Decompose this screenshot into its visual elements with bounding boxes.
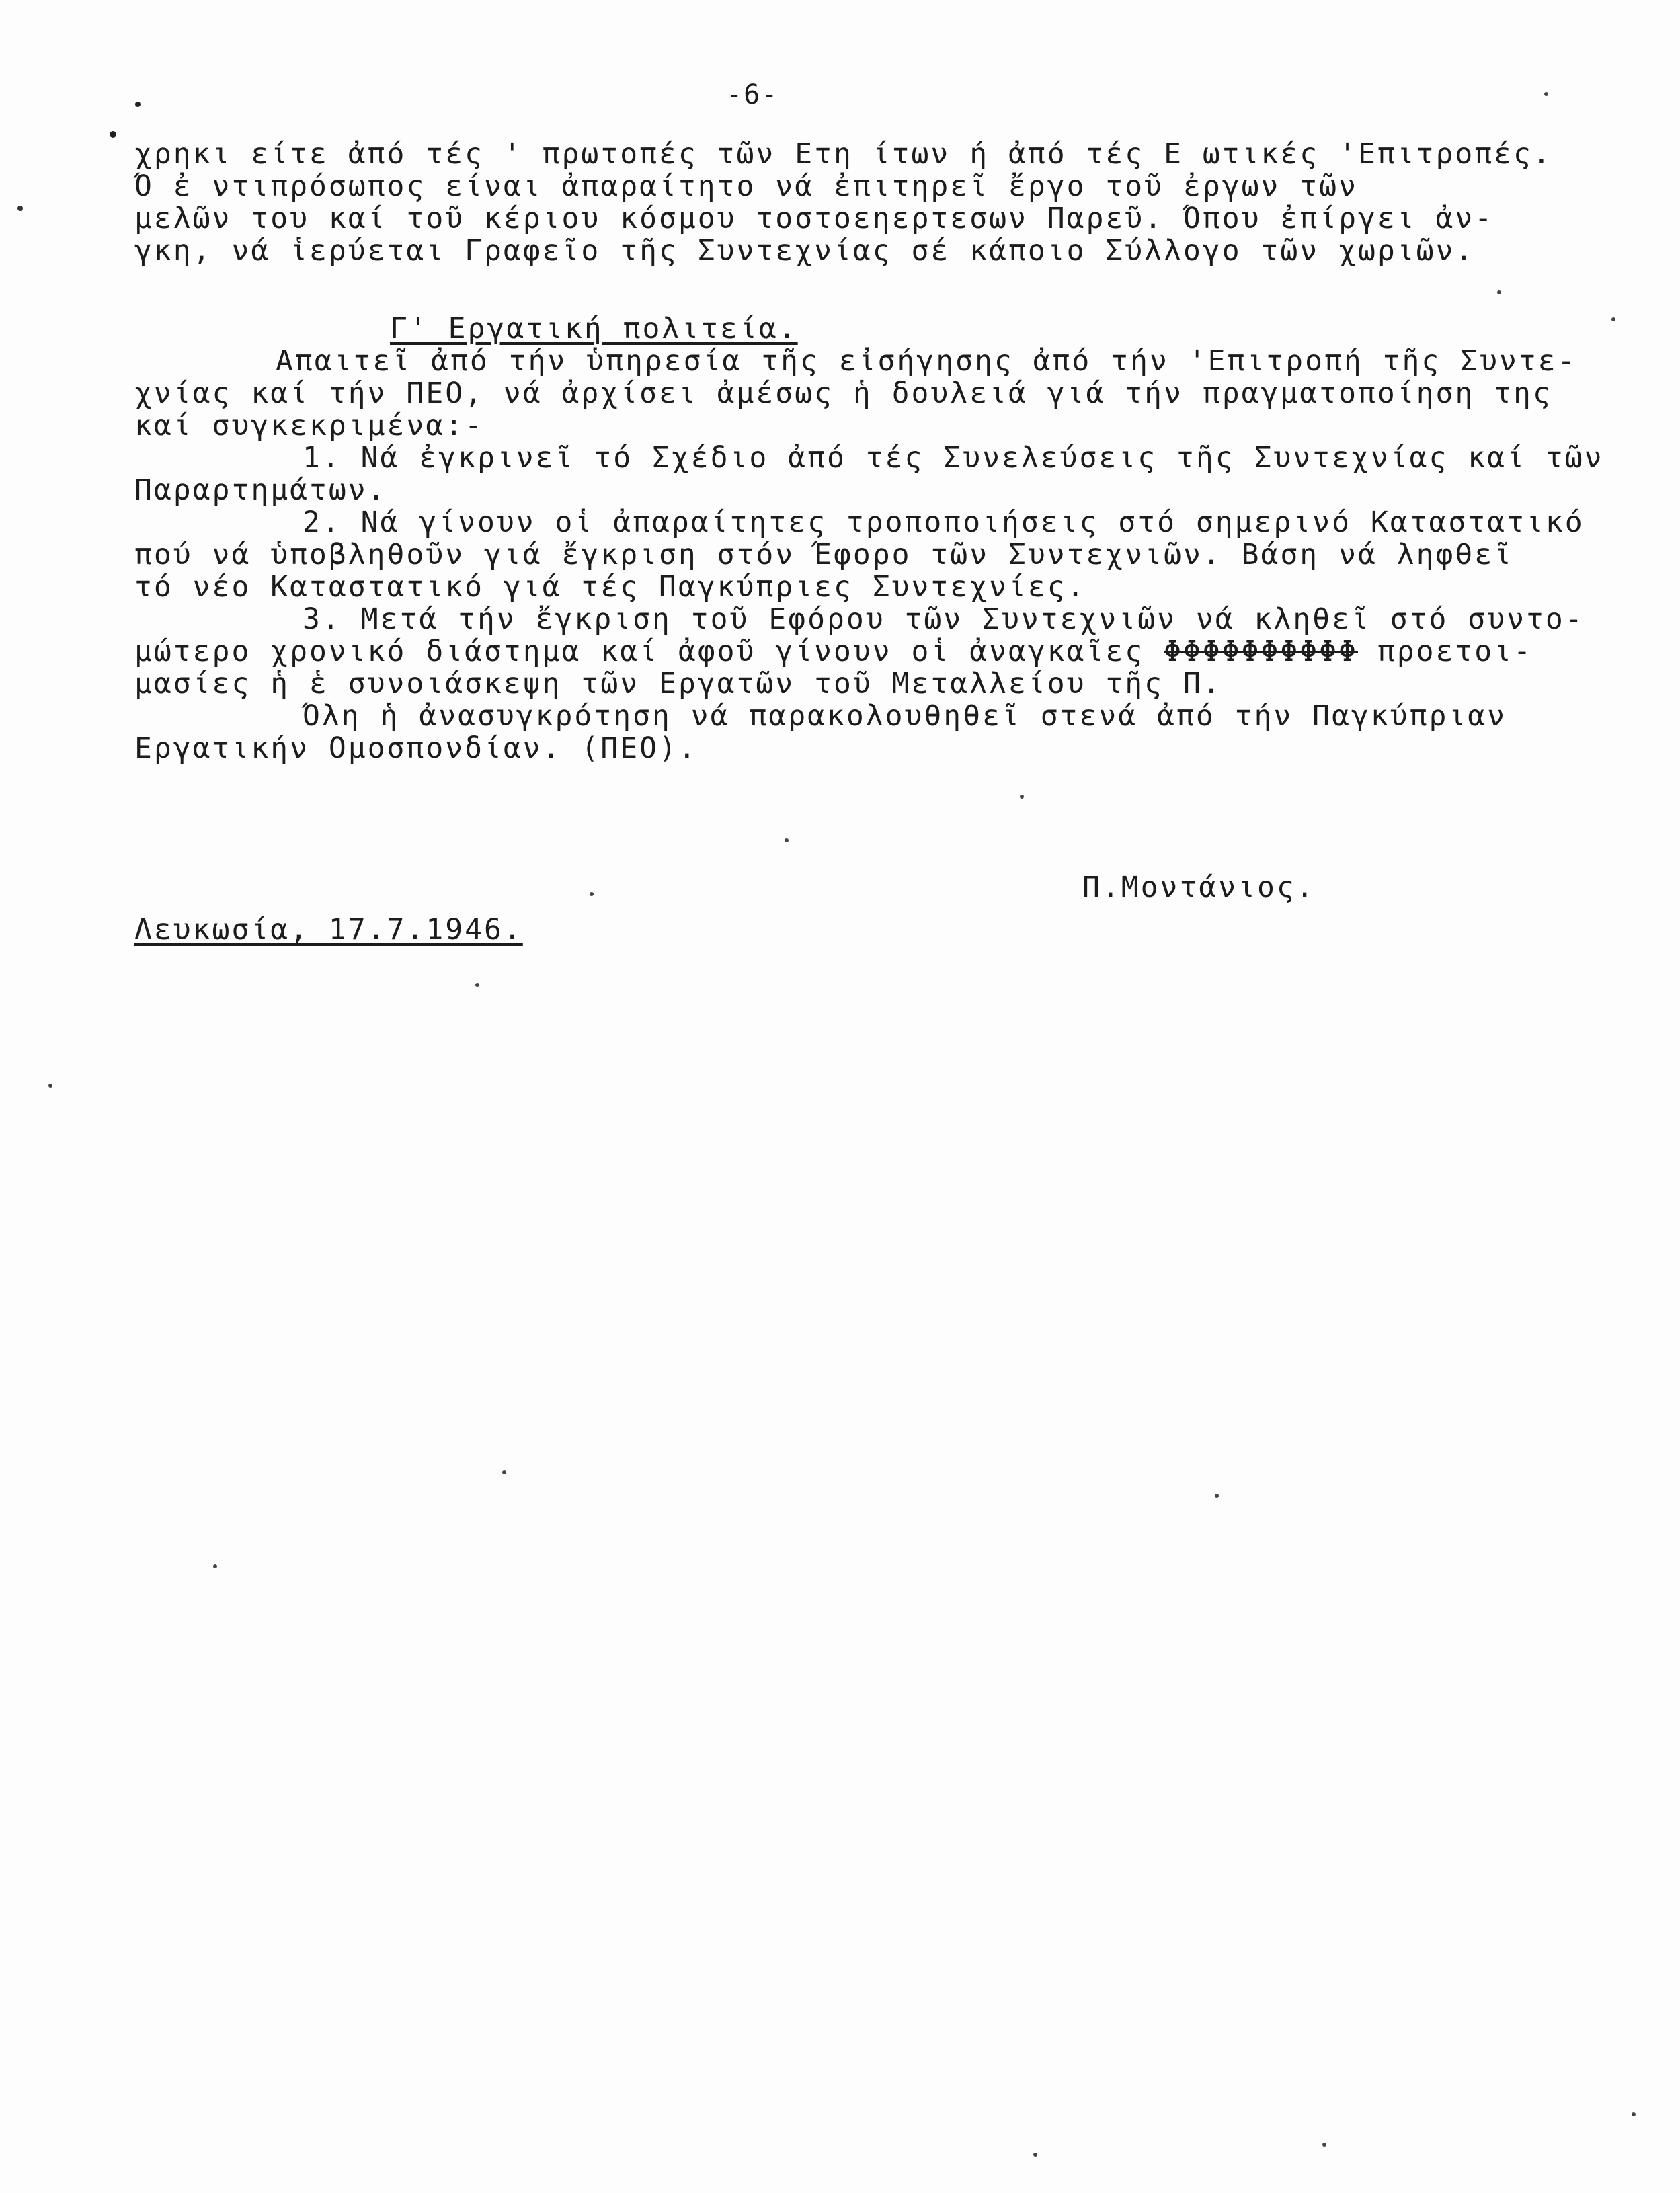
list-item-3: 3. Μετά τήν ἔγκριση τοῦ Εφόρου τῶν Συντεχνιῶν νά κληθεῖ στό συντο- [303, 602, 1585, 636]
scan-speck [475, 983, 479, 987]
list-item-2: 2. Νά γίνουν οἱ ἀπαραίτητες τροποποιήσεις στό σημερινό Καταστατικό [303, 506, 1585, 539]
text-line: γκη, νά ἱερύεται Γραφεῖο τῆς Συντεχνίας σέ κάποιο Σύλλογο τῶν χωριῶν. [134, 234, 1475, 268]
text-line: Ό ἐ ντιπρόσωπος είναι ἀπαραίτητο νά ἐπιτηρεῖ ἔργο τοῦ ἐργων τῶν [134, 169, 1358, 203]
text-line: χρηκι είτε ἀπό τές ' πρωτοπές τῶν Ετη ίτων ή ἀπό τές Ε ωτικές 'Επιτροπές. [134, 137, 1552, 171]
scan-speck [785, 838, 789, 842]
scan-speck [590, 892, 594, 896]
signature: Π.Μοντάνιος. [1082, 871, 1316, 904]
text-line: μασίες ἡ ἑ συνοιάσκεψη τῶν Εργατῶν τοῦ Μεταλλείου τῆς Π. [134, 667, 1222, 701]
text-line: πού νά ὑποβληθοῦν γιά ἔγκριση στόν Έφορο τῶν Συντεχνιῶν. Βάση νά ληφθεῖ [134, 538, 1514, 571]
scan-speck [135, 102, 141, 107]
date-line: Λευκωσία, 17.7.1946. [134, 913, 523, 947]
text-line: Παραρτημάτων. [134, 473, 387, 507]
struck-out-text: ΦΦΦΦΦΦΦΦΦΦ [1164, 635, 1358, 668]
page-number: -6- [726, 79, 779, 110]
scan-speck [1497, 290, 1501, 294]
scan-speck [1215, 1494, 1219, 1498]
scan-speck [213, 1564, 217, 1568]
scan-speck [502, 1470, 506, 1474]
text-line: καί συγκεκριμένα:- [134, 409, 484, 442]
section-heading: Γ' Εργατική πολιτεία. [390, 312, 798, 346]
text-line: χνίας καί τήν ΠΕΟ, νά ἀρχίσει ἀμέσως ἡ δουλειά γιά τήν πραγματοποίηση της [134, 376, 1552, 410]
text-line: Απαιτεῖ ἀπό τήν ὑπηρεσία τῆς εἰσήγησης ἀπό τήν 'Επιτροπή τῆς Συντε- [276, 344, 1577, 378]
text-line: Εργατικήν Ομοσπονδίαν. (ΠΕΟ). [134, 731, 698, 765]
text-fragment: προετοι- [1377, 635, 1533, 668]
scan-speck [48, 1084, 52, 1088]
scan-speck [1632, 2112, 1636, 2116]
text-fragment: μώτερο χρονικό διάστημα καί ἀφοῦ γίνουν οἱ ἀναγκαῖες [134, 635, 1145, 668]
scan-speck [1033, 2153, 1037, 2157]
text-line: Όλη ἡ ἀνασυγκρότηση νά παρακολουθηθεῖ στενά ἀπό τήν Παγκύπριαν [303, 699, 1507, 733]
scan-speck [1611, 317, 1615, 321]
scan-speck [110, 131, 116, 138]
scan-speck [17, 206, 23, 211]
scan-speck [1020, 795, 1024, 799]
scan-speck [1322, 2143, 1326, 2147]
text-line: μελῶν του καί τοῦ κέριου κόσμου τοστοεηερτεσων Παρεῦ. Όπου ἐπίργει ἀν- [134, 202, 1494, 235]
text-line: τό νέο Καταστατικό γιά τές Παγκύπριες Συντεχνίες. [134, 570, 1086, 604]
list-item-1: 1. Νά ἐγκρινεῖ τό Σχέδιο ἀπό τές Συνελεύσεις τῆς Συντεχνίας καί τῶν [303, 441, 1604, 475]
scan-speck [1544, 92, 1548, 96]
